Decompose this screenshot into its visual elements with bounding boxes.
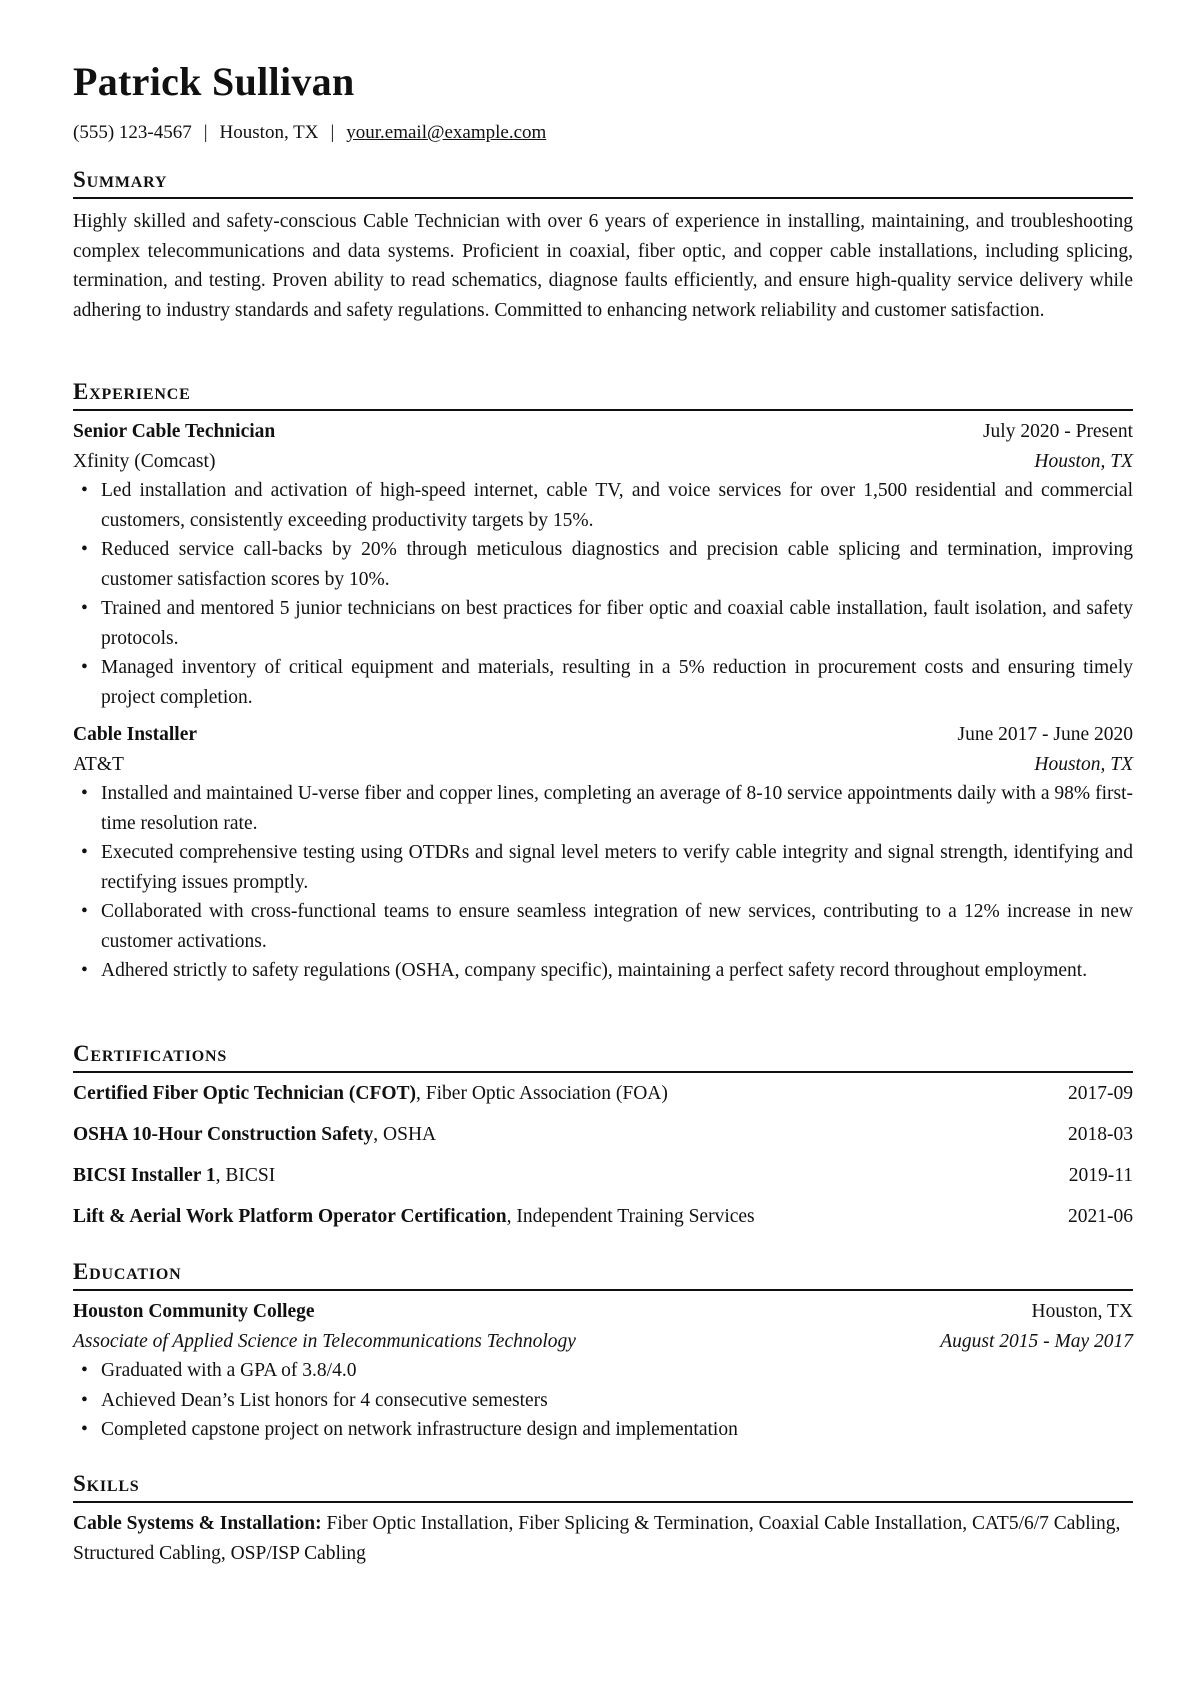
summary-text: Highly skilled and safety-conscious Cable Technician with over 6 years of experience in installing, maintaining, and troubleshooting complex telecommunications and data systems. Proficient in coaxial, fiber optic, and copper cable installations, including splicing, termination, and testing. Proven ability to read schematics, diagnose faults efficiently, and ensure high-quality service delivery while adhering to industry standards and safety regulations. Committed to enhancing network reliability and customer satisfaction.	[73, 211, 1133, 321]
job-bullets	[73, 476, 1133, 712]
section-title-education: Education	[73, 1259, 182, 1284]
cert-date: 2017-09	[1068, 1083, 1133, 1104]
list-item	[73, 897, 1133, 956]
list-item	[73, 1386, 1133, 1416]
cert-name: Lift & Aerial Work Platform Operator Certification	[73, 1206, 507, 1227]
list-item	[73, 1415, 1133, 1445]
section-title-experience: Experience	[73, 379, 191, 404]
cert-name: OSHA 10-Hour Construction Safety	[73, 1124, 374, 1145]
bullet-text: Trained and mentored 5 junior technicians on best practices for fiber optic and coaxial cable installation, fault isolation, and safety protocols.	[101, 598, 1133, 649]
cert-issuer: , Independent Training Services	[506, 1206, 755, 1227]
bullet-text: Adhered strictly to safety regulations (OSHA, company specific), maintaining a perfect safety record throughout employment.	[101, 960, 1088, 981]
experience-section	[73, 378, 1133, 986]
job-header	[73, 417, 1133, 447]
contact-line	[73, 122, 546, 144]
section-title-certifications: Certifications	[73, 1041, 228, 1066]
job-dates: July 2020 - Present	[982, 421, 1133, 442]
bullet-text: Completed capstone project on network infrastructure design and implementation	[101, 1419, 738, 1440]
skill-items: Fiber Optic Installation, Fiber Splicing & Termination, Coaxial Cable Installation, CAT5/6/7 Cabling, Structured Cabling, OSP/ISP Cabling	[73, 1513, 1121, 1564]
email-link[interactable]: your.email@example.com	[346, 122, 547, 143]
bullet-text: Managed inventory of critical equipment and materials, resulting in a 5% reduction in procurement costs and ensuring timely project completion.	[101, 657, 1133, 708]
phone: (555) 123-4567	[73, 122, 192, 143]
education-header	[73, 1297, 1133, 1327]
job-location: Houston, TX	[1034, 450, 1133, 472]
cert-issuer: , OSHA	[373, 1124, 437, 1145]
bullet-text: Achieved Dean’s List honors for 4 consecutive semesters	[101, 1389, 548, 1411]
section-divider	[73, 1501, 1133, 1503]
list-item	[73, 779, 1133, 838]
bullet-icon: •	[81, 1360, 88, 1381]
bullet-text: Collaborated with cross-functional teams to ensure seamless integration of new services, contributing to a 12% increase in new customer activations.	[101, 901, 1133, 952]
list-item	[73, 838, 1133, 897]
cert-date: 2019-11	[1068, 1165, 1133, 1186]
section-divider	[73, 1289, 1133, 1291]
candidate-name: Patrick Sullivan	[73, 59, 355, 104]
job-bullets	[73, 779, 1133, 986]
cert-date: 2021-06	[1068, 1206, 1133, 1227]
skills-line	[73, 1509, 1133, 1568]
education-subheader	[73, 1327, 1133, 1357]
location: Houston, TX	[219, 122, 319, 143]
bullet-icon: •	[81, 657, 88, 678]
job-entry	[73, 417, 1133, 712]
skills-section	[73, 1470, 1133, 1568]
job-subheader	[73, 750, 1133, 780]
bullet-icon: •	[81, 598, 88, 619]
bullet-icon: •	[81, 1419, 88, 1440]
bullet-icon: •	[81, 480, 88, 501]
section-title-summary: Summary	[73, 167, 168, 192]
bullet-text: Executed comprehensive testing using OTDRs and signal level meters to verify cable integrity and signal strength, identifying and rectifying issues promptly.	[101, 842, 1133, 893]
job-title: Cable Installer	[73, 724, 198, 745]
cert-issuer: , BICSI	[215, 1165, 276, 1186]
section-divider	[73, 197, 1133, 199]
list-item	[73, 1356, 1133, 1386]
bullet-text: Installed and maintained U-verse fiber and copper lines, completing an average of 8-10 service appointments daily with a 98% first-time resolution rate.	[101, 783, 1133, 834]
bullet-icon: •	[81, 539, 88, 560]
job-subheader	[73, 447, 1133, 477]
job-dates: June 2017 - June 2020	[957, 724, 1133, 745]
education-bullets	[73, 1356, 1133, 1445]
education-section	[73, 1258, 1133, 1445]
section-divider	[73, 409, 1133, 411]
list-item	[73, 594, 1133, 653]
separator: |	[330, 122, 335, 143]
bullet-icon: •	[81, 960, 88, 981]
certification-row	[73, 1114, 1133, 1155]
company: AT&T	[73, 753, 124, 775]
section-title-skills: Skills	[73, 1471, 140, 1496]
bullet-icon: •	[81, 783, 88, 804]
job-header	[73, 720, 1133, 750]
certifications-section	[73, 1040, 1133, 1237]
degree: Associate of Applied Science in Telecommunications Technology	[73, 1330, 576, 1352]
summary-section	[73, 166, 1133, 325]
school-name: Houston Community College	[73, 1301, 315, 1322]
bullet-text: Graduated with a GPA of 3.8/4.0	[101, 1360, 357, 1381]
school-location: Houston, TX	[1031, 1301, 1133, 1322]
job-entry	[73, 720, 1133, 986]
company: Xfinity (Comcast)	[73, 450, 216, 472]
bullet-icon: •	[81, 842, 88, 863]
list-item	[73, 956, 1133, 986]
certification-row	[73, 1155, 1133, 1196]
cert-issuer: , Fiber Optic Association (FOA)	[416, 1083, 668, 1104]
list-item	[73, 535, 1133, 594]
list-item	[73, 653, 1133, 712]
bullet-icon: •	[81, 1389, 88, 1411]
certification-row	[73, 1073, 1133, 1114]
job-location: Houston, TX	[1034, 753, 1133, 775]
cert-date: 2018-03	[1068, 1124, 1133, 1145]
bullet-text: Reduced service call-backs by 20% through meticulous diagnostics and precision cable splicing and termination, improving customer satisfaction scores by 10%.	[101, 539, 1133, 590]
bullet-text: Led installation and activation of high-speed internet, cable TV, and voice services for over 1,500 residential and commercial customers, consistently exceeding productivity targets by 15%.	[101, 480, 1133, 531]
bullet-icon: •	[81, 901, 88, 922]
certification-row	[73, 1196, 1133, 1237]
education-dates: August 2015 - May 2017	[940, 1330, 1133, 1352]
separator: |	[203, 122, 208, 143]
job-title: Senior Cable Technician	[73, 421, 276, 442]
cert-name: BICSI Installer 1	[73, 1165, 216, 1186]
skill-category: Cable Systems & Installation:	[73, 1513, 322, 1534]
list-item	[73, 476, 1133, 535]
cert-name: Certified Fiber Optic Technician (CFOT)	[73, 1083, 417, 1104]
